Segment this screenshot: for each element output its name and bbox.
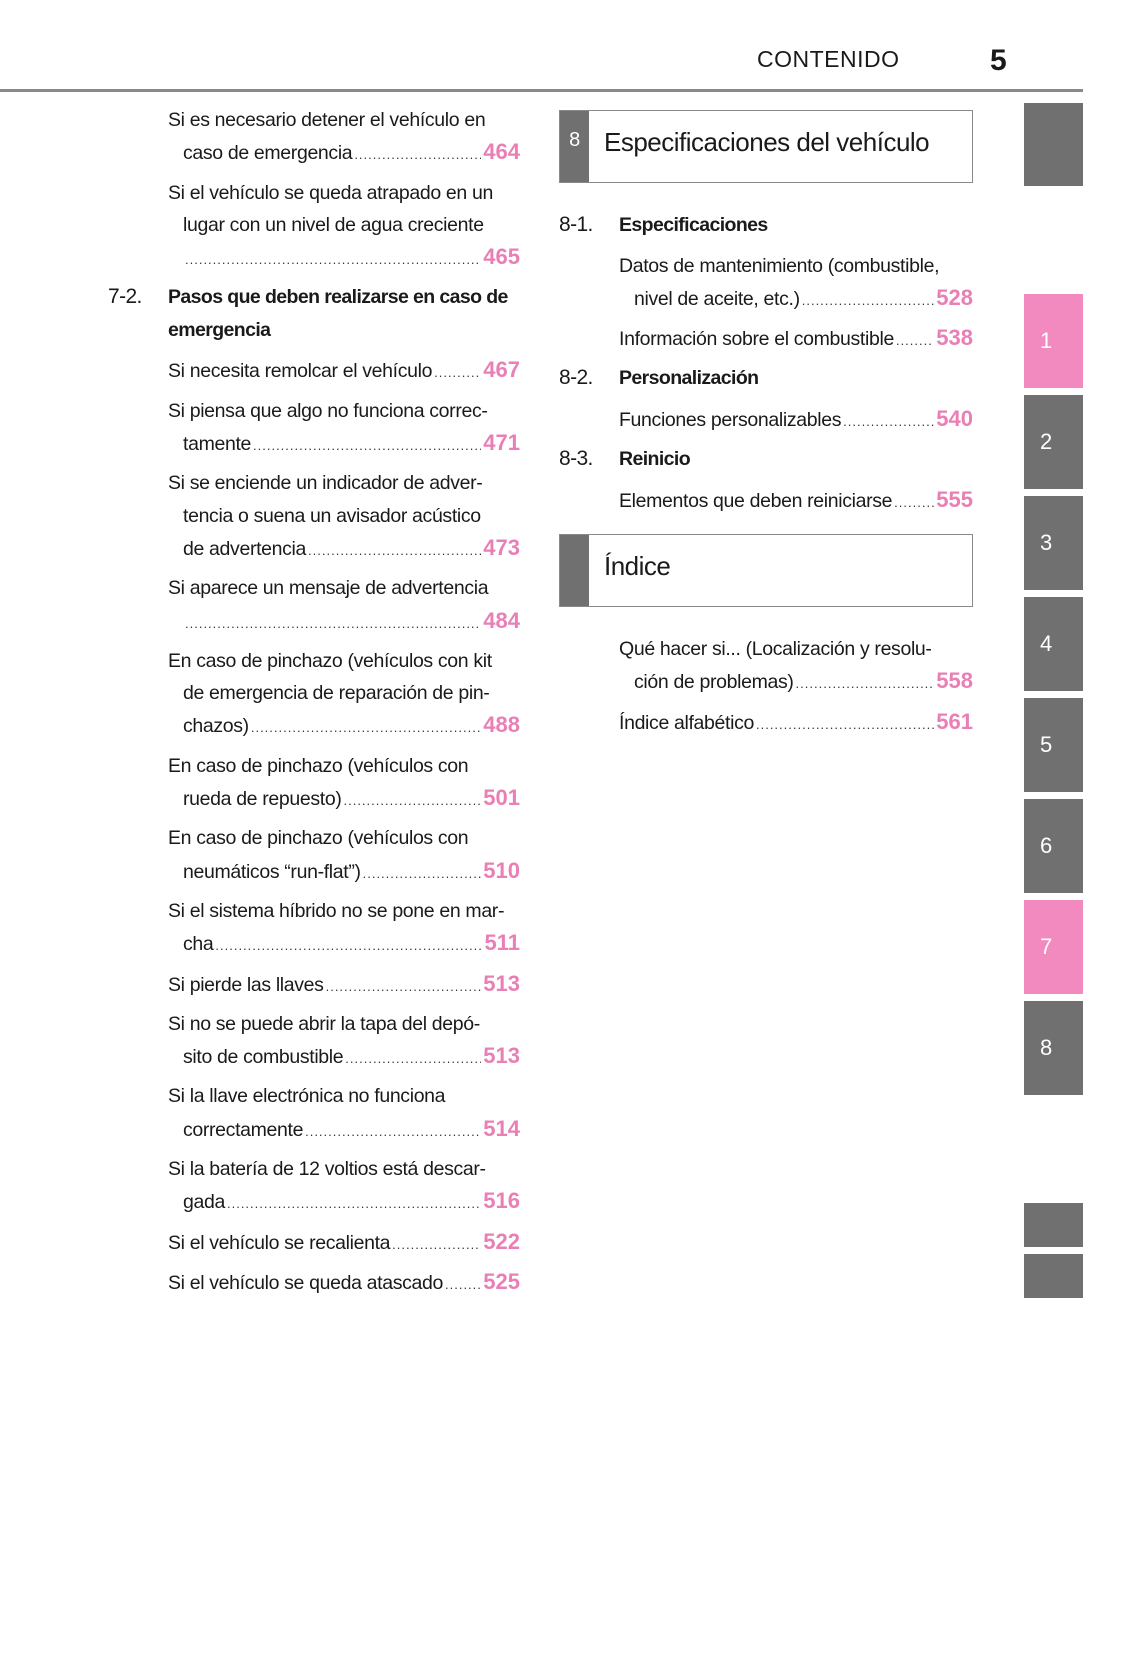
section-number: 8-1. bbox=[559, 213, 593, 236]
entry-text: de emergencia de reparación de pin- bbox=[183, 682, 490, 705]
page-link[interactable]: 513 bbox=[483, 970, 520, 996]
toc-entry[interactable] bbox=[168, 104, 520, 169]
chapter-tab[interactable] bbox=[1024, 103, 1083, 186]
tab-label: 8 bbox=[1040, 1035, 1053, 1060]
page-link[interactable]: 516 bbox=[483, 1188, 520, 1214]
section-title: emergencia bbox=[168, 318, 271, 341]
toc-entry[interactable] bbox=[168, 1153, 520, 1218]
left-column bbox=[108, 104, 520, 1306]
chapter-tab[interactable] bbox=[1024, 1001, 1083, 1095]
page-link[interactable]: 522 bbox=[483, 1228, 520, 1254]
entry-text: neumáticos “run-flat”) bbox=[183, 860, 361, 883]
entry-text: Si el vehículo se queda atascado bbox=[168, 1271, 443, 1294]
page-link[interactable]: 464 bbox=[483, 139, 520, 165]
dot-leader bbox=[308, 535, 481, 567]
dot-leader bbox=[253, 430, 481, 462]
entry-text: Si la batería de 12 voltios está descar- bbox=[168, 1158, 486, 1181]
tab-label: 2 bbox=[1040, 429, 1053, 454]
page-link[interactable]: 471 bbox=[483, 430, 520, 456]
header-title: CONTENIDO bbox=[757, 46, 900, 72]
toc-entry[interactable] bbox=[619, 250, 973, 315]
entry-text: En caso de pinchazo (vehículos con kit bbox=[168, 649, 492, 672]
dot-leader bbox=[843, 406, 934, 438]
toc-entry[interactable] bbox=[619, 322, 973, 354]
dot-leader bbox=[326, 971, 482, 1003]
page-link[interactable]: 555 bbox=[936, 486, 973, 512]
entry-text: Índice alfabético bbox=[619, 711, 754, 734]
toc-entry[interactable] bbox=[168, 467, 520, 564]
chapter-tab[interactable] bbox=[1024, 900, 1083, 994]
tab-label: 1 bbox=[1040, 328, 1053, 353]
entry-text: Si necesita remolcar el vehículo bbox=[168, 360, 433, 383]
toc-entry[interactable] bbox=[168, 1080, 520, 1145]
page-link[interactable]: 511 bbox=[484, 930, 520, 956]
index-title: Índice bbox=[604, 550, 671, 581]
page-link[interactable]: 514 bbox=[483, 1115, 520, 1141]
section-number: 8-2. bbox=[559, 366, 593, 390]
tab-label: 4 bbox=[1040, 631, 1053, 656]
page-link[interactable]: 538 bbox=[936, 325, 973, 351]
section-heading bbox=[559, 209, 973, 242]
tab-label: 7 bbox=[1040, 934, 1053, 959]
page-link[interactable]: 501 bbox=[483, 785, 520, 811]
section-number: 8-3. bbox=[559, 447, 593, 471]
dot-leader bbox=[345, 1043, 481, 1075]
toc-entry[interactable] bbox=[168, 750, 520, 815]
entry-text: tencia o suena un avisador acústico bbox=[183, 504, 481, 527]
chapter-tab[interactable] bbox=[1024, 1203, 1083, 1247]
entry-text: de advertencia bbox=[183, 537, 307, 560]
toc-entry[interactable] bbox=[168, 1008, 520, 1073]
right-column bbox=[559, 110, 973, 746]
entry-text: caso de emergencia bbox=[183, 142, 353, 165]
entry-text: rueda de repuesto) bbox=[183, 788, 342, 811]
toc-entry[interactable] bbox=[619, 706, 973, 738]
dot-leader bbox=[185, 244, 481, 276]
section-heading bbox=[559, 443, 973, 476]
chapter-tab[interactable] bbox=[1024, 597, 1083, 691]
toc-entry[interactable] bbox=[619, 403, 973, 435]
chapter-title: Especificaciones del vehículo bbox=[604, 127, 930, 157]
header-divider bbox=[0, 89, 1083, 92]
page-link[interactable]: 513 bbox=[483, 1043, 520, 1069]
page-link[interactable]: 465 bbox=[483, 244, 520, 270]
dot-leader bbox=[305, 1116, 481, 1148]
toc-entry[interactable] bbox=[168, 968, 520, 1000]
entry-text: ción de problemas) bbox=[634, 671, 794, 694]
page-number: 5 bbox=[990, 44, 1007, 77]
section-title[interactable]: Personalización bbox=[619, 367, 759, 390]
entry-text: lugar con un nivel de agua creciente bbox=[183, 213, 484, 236]
page-link[interactable]: 510 bbox=[483, 857, 520, 883]
dot-leader bbox=[896, 325, 934, 357]
index-bar bbox=[560, 535, 589, 606]
dot-leader bbox=[434, 357, 481, 389]
dot-leader bbox=[756, 709, 934, 741]
toc-entry[interactable] bbox=[168, 354, 520, 386]
toc-entry[interactable] bbox=[168, 645, 520, 742]
page-link[interactable]: 540 bbox=[936, 405, 973, 431]
dot-leader bbox=[363, 858, 482, 890]
section-title[interactable]: Reinicio bbox=[619, 448, 691, 471]
chapter-tab[interactable] bbox=[1024, 1254, 1083, 1298]
page-link[interactable]: 488 bbox=[483, 712, 520, 738]
entry-text: Si se enciende un indicador de adver- bbox=[168, 472, 483, 495]
entry-text: Datos de mantenimiento (combustible, bbox=[619, 254, 940, 277]
toc-entry[interactable] bbox=[168, 177, 520, 274]
entry-text: Si es necesario detener el vehículo en bbox=[168, 109, 486, 131]
dot-leader bbox=[215, 930, 482, 962]
toc-entry[interactable] bbox=[168, 895, 520, 960]
dot-leader bbox=[227, 1188, 481, 1220]
toc-entry[interactable] bbox=[168, 572, 520, 637]
entry-text: En caso de pinchazo (vehículos con bbox=[168, 754, 469, 777]
chapter-tab[interactable] bbox=[1024, 395, 1083, 489]
entry-text: chazos) bbox=[183, 715, 249, 738]
dot-leader bbox=[185, 608, 481, 640]
entry-text: Funciones personalizables bbox=[619, 408, 842, 431]
page-link[interactable]: 525 bbox=[483, 1268, 520, 1294]
page-link[interactable]: 558 bbox=[936, 668, 973, 694]
page-link[interactable]: 484 bbox=[483, 607, 520, 633]
toc-entry[interactable] bbox=[168, 395, 520, 460]
toc-entry[interactable] bbox=[168, 1266, 520, 1298]
entry-text: Si el vehículo se queda atrapado en un bbox=[168, 181, 493, 204]
section-number: 7-2. bbox=[108, 285, 142, 309]
dot-leader bbox=[445, 1269, 481, 1301]
entry-text: cha bbox=[183, 933, 214, 956]
entry-text: Qué hacer si... (Localización y resolu- bbox=[619, 637, 932, 660]
toc-entry[interactable] bbox=[168, 1226, 520, 1258]
page-link[interactable]: 467 bbox=[483, 357, 520, 383]
entry-text: Si la llave electrónica no funciona bbox=[168, 1085, 446, 1108]
page-link[interactable]: 528 bbox=[936, 284, 973, 310]
dot-leader bbox=[251, 712, 481, 744]
entry-text: Si pierde las llaves bbox=[168, 973, 324, 996]
section-heading bbox=[559, 362, 973, 395]
entry-text: Si piensa que algo no funciona correc- bbox=[168, 399, 488, 422]
page-link[interactable]: 473 bbox=[483, 534, 520, 560]
entry-text: Si no se puede abrir la tapa del depó- bbox=[168, 1012, 480, 1035]
entry-text: nivel de aceite, etc.) bbox=[634, 287, 800, 310]
entry-text: correctamente bbox=[183, 1118, 304, 1141]
chapter-tab[interactable] bbox=[1024, 799, 1083, 893]
toc-entry[interactable] bbox=[619, 484, 973, 516]
dot-leader bbox=[392, 1229, 481, 1261]
dot-leader bbox=[343, 785, 481, 817]
entry-text: Si el sistema híbrido no se pone en mar- bbox=[168, 899, 505, 922]
entry-text: Si el vehículo se recalienta bbox=[168, 1231, 391, 1254]
tab-label: 5 bbox=[1040, 732, 1053, 757]
toc-entry[interactable] bbox=[619, 633, 973, 698]
entry-text: tamente bbox=[183, 433, 252, 456]
chapter-tab[interactable] bbox=[1024, 496, 1083, 590]
index-header bbox=[559, 534, 973, 607]
dot-leader bbox=[802, 285, 935, 317]
dot-leader bbox=[894, 487, 934, 519]
toc-entry[interactable] bbox=[168, 822, 520, 887]
chapter-tab[interactable] bbox=[1024, 294, 1083, 388]
section-title[interactable]: Especificaciones bbox=[619, 214, 768, 236]
dot-leader bbox=[354, 139, 481, 171]
entry-text: gada bbox=[183, 1191, 225, 1214]
section-heading bbox=[108, 281, 520, 346]
chapter-tab[interactable] bbox=[1024, 698, 1083, 792]
dot-leader bbox=[796, 668, 935, 700]
entry-text: Elementos que deben reiniciarse bbox=[619, 489, 893, 512]
entry-text: Información sobre el combustible bbox=[619, 328, 894, 351]
chapter-8-header bbox=[559, 110, 973, 183]
chapter-number: 8 bbox=[560, 111, 589, 182]
page-link[interactable]: 561 bbox=[936, 708, 973, 734]
tab-label: 3 bbox=[1040, 530, 1053, 555]
entry-text: sito de combustible bbox=[183, 1046, 344, 1069]
tab-label: 6 bbox=[1040, 833, 1053, 858]
entry-text: Si aparece un mensaje de advertencia bbox=[168, 577, 489, 600]
section-title: Pasos que deben realizarse en caso de bbox=[168, 286, 508, 309]
entry-text: En caso de pinchazo (vehículos con bbox=[168, 827, 469, 850]
